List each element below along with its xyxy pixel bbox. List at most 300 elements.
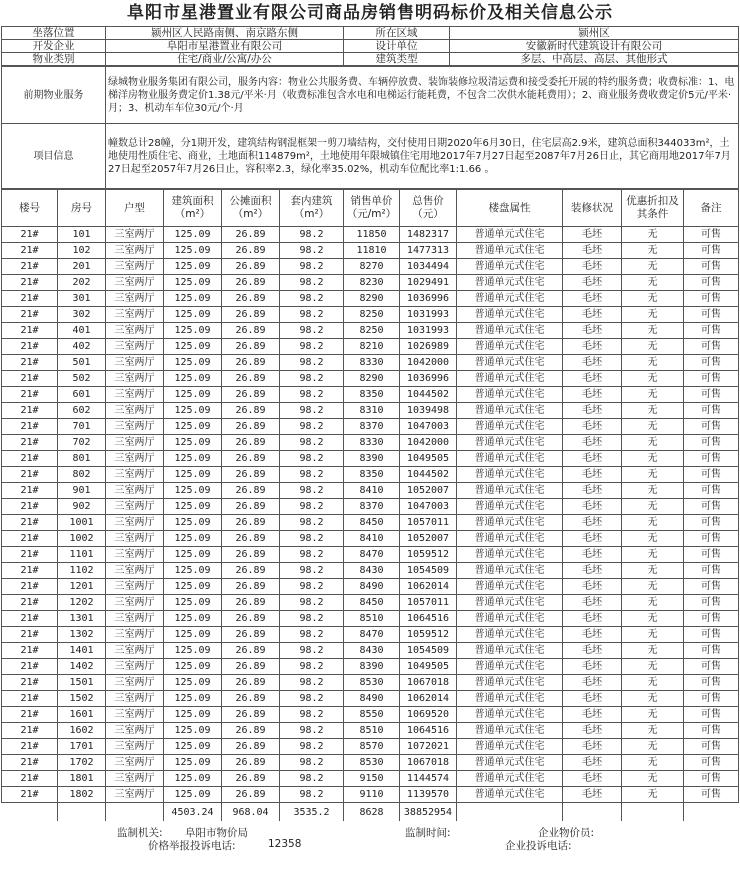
page-title: 阜阳市星港置业有限公司商品房销售明码标价及相关信息公示 bbox=[127, 3, 613, 23]
cell-decoration: 毛坯 bbox=[563, 227, 622, 243]
cell-discount: 无 bbox=[622, 243, 684, 259]
cell-unit-price: 8430 bbox=[344, 643, 400, 659]
cell-layout: 三室两厅 bbox=[106, 707, 164, 723]
cell-shared: 26.89 bbox=[222, 595, 280, 611]
cell-attr: 普通单元式住宅 bbox=[457, 387, 563, 403]
cell-remark: 可售 bbox=[684, 451, 739, 467]
cell-total-price: 1029491 bbox=[400, 275, 457, 291]
company-stamp-label: 企业物价员: bbox=[538, 827, 595, 839]
district-label: 所在区域 bbox=[344, 27, 450, 40]
district-value: 颍州区 bbox=[450, 27, 739, 40]
cell-building: 21# bbox=[2, 611, 58, 627]
cell-layout: 三室两厅 bbox=[106, 531, 164, 547]
cell-shared: 26.89 bbox=[222, 611, 280, 627]
cell-layout: 三室两厅 bbox=[106, 643, 164, 659]
cell-layout: 三室两厅 bbox=[106, 691, 164, 707]
cell-inner: 98.2 bbox=[280, 339, 344, 355]
cell-building: 21# bbox=[2, 291, 58, 307]
cell-total-price: 1059512 bbox=[400, 547, 457, 563]
info-row-developer bbox=[2, 40, 739, 53]
cell-discount: 无 bbox=[622, 499, 684, 515]
table-row bbox=[2, 723, 739, 739]
cell-area: 125.09 bbox=[164, 691, 222, 707]
cell-building: 21# bbox=[2, 451, 58, 467]
cell-decoration: 毛坯 bbox=[563, 771, 622, 787]
cell-total-price: 1064516 bbox=[400, 611, 457, 627]
cell-room: 1402 bbox=[58, 659, 106, 675]
cell-inner: 98.2 bbox=[280, 675, 344, 691]
cell-decoration: 毛坯 bbox=[563, 643, 622, 659]
cell-remark: 可售 bbox=[684, 387, 739, 403]
cell-total-price: 1062014 bbox=[400, 579, 457, 595]
cell-shared: 26.89 bbox=[222, 387, 280, 403]
cell-inner: 98.2 bbox=[280, 611, 344, 627]
cell-layout: 三室两厅 bbox=[106, 787, 164, 803]
cell-attr: 普通单元式住宅 bbox=[457, 611, 563, 627]
table-row bbox=[2, 531, 739, 547]
cell-area: 125.09 bbox=[164, 451, 222, 467]
cell-total-price: 1139570 bbox=[400, 787, 457, 803]
cell-discount: 无 bbox=[622, 627, 684, 643]
cell-room: 701 bbox=[58, 419, 106, 435]
cell-area: 125.09 bbox=[164, 723, 222, 739]
table-row bbox=[2, 643, 739, 659]
cell-area: 125.09 bbox=[164, 579, 222, 595]
table-row bbox=[2, 675, 739, 691]
cell-unit-price: 8330 bbox=[344, 435, 400, 451]
cell-inner: 98.2 bbox=[280, 547, 344, 563]
cell-building: 21# bbox=[2, 579, 58, 595]
cell-total-price: 1144574 bbox=[400, 771, 457, 787]
cell-room: 1302 bbox=[58, 627, 106, 643]
cell-decoration: 毛坯 bbox=[563, 275, 622, 291]
cell-remark: 可售 bbox=[684, 659, 739, 675]
table-row bbox=[2, 691, 739, 707]
cell-decoration: 毛坯 bbox=[563, 419, 622, 435]
cell-layout: 三室两厅 bbox=[106, 611, 164, 627]
table-row bbox=[2, 259, 739, 275]
cell-remark: 可售 bbox=[684, 787, 739, 803]
cell-remark: 可售 bbox=[684, 339, 739, 355]
cell-decoration: 毛坯 bbox=[563, 467, 622, 483]
cell-shared: 26.89 bbox=[222, 771, 280, 787]
header-decoration: 装修状况 bbox=[563, 190, 622, 227]
cell-total-price: 1477313 bbox=[400, 243, 457, 259]
cell-unit-price: 8270 bbox=[344, 259, 400, 275]
cell-room: 1102 bbox=[58, 563, 106, 579]
cell-area: 125.09 bbox=[164, 659, 222, 675]
cell-total-price: 1057011 bbox=[400, 515, 457, 531]
table-row bbox=[2, 739, 739, 755]
cell-room: 1601 bbox=[58, 707, 106, 723]
cell-layout: 三室两厅 bbox=[106, 579, 164, 595]
cell-attr: 普通单元式住宅 bbox=[457, 595, 563, 611]
cell-remark: 可售 bbox=[684, 435, 739, 451]
cell-area: 125.09 bbox=[164, 243, 222, 259]
cell-discount: 无 bbox=[622, 419, 684, 435]
cell-remark: 可售 bbox=[684, 323, 739, 339]
cell-inner: 98.2 bbox=[280, 531, 344, 547]
cell-shared: 26.89 bbox=[222, 467, 280, 483]
cell-decoration: 毛坯 bbox=[563, 707, 622, 723]
table-row bbox=[2, 579, 739, 595]
cell-layout: 三室两厅 bbox=[106, 723, 164, 739]
cell-discount: 无 bbox=[622, 451, 684, 467]
cell-decoration: 毛坯 bbox=[563, 387, 622, 403]
cell-decoration: 毛坯 bbox=[563, 739, 622, 755]
table-row bbox=[2, 611, 739, 627]
cell-unit-price: 8410 bbox=[344, 483, 400, 499]
cell-building: 21# bbox=[2, 787, 58, 803]
cell-shared: 26.89 bbox=[222, 787, 280, 803]
cell-area: 125.09 bbox=[164, 499, 222, 515]
cell-room: 1001 bbox=[58, 515, 106, 531]
header-discount: 优惠折扣及其条件 bbox=[622, 190, 684, 227]
cell-layout: 三室两厅 bbox=[106, 275, 164, 291]
cell-inner: 98.2 bbox=[280, 275, 344, 291]
table-row bbox=[2, 307, 739, 323]
cell-area: 125.09 bbox=[164, 227, 222, 243]
cell-layout: 三室两厅 bbox=[106, 323, 164, 339]
cell-unit-price: 8370 bbox=[344, 499, 400, 515]
cell-inner: 98.2 bbox=[280, 483, 344, 499]
table-row bbox=[2, 707, 739, 723]
cell-area: 125.09 bbox=[164, 355, 222, 371]
cell-unit-price: 8250 bbox=[344, 307, 400, 323]
cell-unit-price: 8510 bbox=[344, 611, 400, 627]
cell-shared: 26.89 bbox=[222, 691, 280, 707]
cell-room: 102 bbox=[58, 243, 106, 259]
header-unit-price: 销售单价（元/m²） bbox=[344, 190, 400, 227]
total-shared: 968.04 bbox=[222, 803, 280, 822]
cell-unit-price: 8490 bbox=[344, 691, 400, 707]
cell-room: 702 bbox=[58, 435, 106, 451]
cell-room: 801 bbox=[58, 451, 106, 467]
cell-unit-price: 9110 bbox=[344, 787, 400, 803]
cell-discount: 无 bbox=[622, 643, 684, 659]
cell-discount: 无 bbox=[622, 355, 684, 371]
cell-unit-price: 8470 bbox=[344, 627, 400, 643]
cell-room: 502 bbox=[58, 371, 106, 387]
cell-discount: 无 bbox=[622, 739, 684, 755]
cell-layout: 三室两厅 bbox=[106, 547, 164, 563]
totals-row bbox=[2, 803, 739, 822]
cell-building: 21# bbox=[2, 307, 58, 323]
cell-inner: 98.2 bbox=[280, 595, 344, 611]
header-layout: 户型 bbox=[106, 190, 164, 227]
company-complaint-label: 企业投诉电话: bbox=[505, 840, 572, 852]
table-row bbox=[2, 515, 739, 531]
supervisor-label: 监制机关: bbox=[117, 827, 163, 839]
property-type-value: 住宅/商业/公寓/办公 bbox=[106, 53, 344, 66]
cell-building: 21# bbox=[2, 659, 58, 675]
cell-total-price: 1044502 bbox=[400, 467, 457, 483]
cell-unit-price: 8570 bbox=[344, 739, 400, 755]
cell-decoration: 毛坯 bbox=[563, 723, 622, 739]
cell-remark: 可售 bbox=[684, 707, 739, 723]
cell-inner: 98.2 bbox=[280, 723, 344, 739]
cell-remark: 可售 bbox=[684, 755, 739, 771]
cell-attr: 普通单元式住宅 bbox=[457, 499, 563, 515]
table-row bbox=[2, 435, 739, 451]
cell-decoration: 毛坯 bbox=[563, 291, 622, 307]
cell-attr: 普通单元式住宅 bbox=[457, 547, 563, 563]
cell-discount: 无 bbox=[622, 707, 684, 723]
cell-inner: 98.2 bbox=[280, 355, 344, 371]
cell-discount: 无 bbox=[622, 611, 684, 627]
cell-discount: 无 bbox=[622, 659, 684, 675]
cell-total-price: 1069520 bbox=[400, 707, 457, 723]
cell-attr: 普通单元式住宅 bbox=[457, 467, 563, 483]
cell-remark: 可售 bbox=[684, 739, 739, 755]
cell-discount: 无 bbox=[622, 595, 684, 611]
cell-discount: 无 bbox=[622, 755, 684, 771]
cell-building: 21# bbox=[2, 739, 58, 755]
cell-discount: 无 bbox=[622, 547, 684, 563]
cell-total-price: 1049505 bbox=[400, 659, 457, 675]
cell-layout: 三室两厅 bbox=[106, 483, 164, 499]
cell-layout: 三室两厅 bbox=[106, 659, 164, 675]
cell-remark: 可售 bbox=[684, 627, 739, 643]
cell-area: 125.09 bbox=[164, 467, 222, 483]
cell-layout: 三室两厅 bbox=[106, 307, 164, 323]
table-row bbox=[2, 771, 739, 787]
cell-layout: 三室两厅 bbox=[106, 387, 164, 403]
table-row bbox=[2, 339, 739, 355]
cell-area: 125.09 bbox=[164, 675, 222, 691]
cell-discount: 无 bbox=[622, 531, 684, 547]
total-area: 4503.24 bbox=[164, 803, 222, 822]
cell-unit-price: 8250 bbox=[344, 323, 400, 339]
cell-decoration: 毛坯 bbox=[563, 531, 622, 547]
cell-discount: 无 bbox=[622, 387, 684, 403]
property-service-label: 前期物业服务 bbox=[2, 67, 106, 124]
cell-total-price: 1034494 bbox=[400, 259, 457, 275]
table-row bbox=[2, 787, 739, 803]
cell-area: 125.09 bbox=[164, 771, 222, 787]
cell-total-price: 1072021 bbox=[400, 739, 457, 755]
cell-shared: 26.89 bbox=[222, 275, 280, 291]
cell-decoration: 毛坯 bbox=[563, 627, 622, 643]
cell-room: 1802 bbox=[58, 787, 106, 803]
cell-inner: 98.2 bbox=[280, 307, 344, 323]
cell-remark: 可售 bbox=[684, 499, 739, 515]
cell-discount: 无 bbox=[622, 787, 684, 803]
cell-building: 21# bbox=[2, 707, 58, 723]
building-type-label: 建筑类型 bbox=[344, 53, 450, 66]
header-building: 楼号 bbox=[2, 190, 58, 227]
cell-layout: 三室两厅 bbox=[106, 243, 164, 259]
cell-attr: 普通单元式住宅 bbox=[457, 275, 563, 291]
cell-attr: 普通单元式住宅 bbox=[457, 451, 563, 467]
cell-unit-price: 8510 bbox=[344, 723, 400, 739]
cell-decoration: 毛坯 bbox=[563, 611, 622, 627]
cell-decoration: 毛坯 bbox=[563, 787, 622, 803]
cell-building: 21# bbox=[2, 547, 58, 563]
cell-attr: 普通单元式住宅 bbox=[457, 787, 563, 803]
cell-unit-price: 8550 bbox=[344, 707, 400, 723]
info-table bbox=[1, 26, 739, 66]
cell-room: 202 bbox=[58, 275, 106, 291]
cell-layout: 三室两厅 bbox=[106, 771, 164, 787]
cell-attr: 普通单元式住宅 bbox=[457, 739, 563, 755]
cell-discount: 无 bbox=[622, 515, 684, 531]
table-row bbox=[2, 387, 739, 403]
cell-attr: 普通单元式住宅 bbox=[457, 659, 563, 675]
cell-discount: 无 bbox=[622, 307, 684, 323]
cell-unit-price: 8470 bbox=[344, 547, 400, 563]
cell-area: 125.09 bbox=[164, 563, 222, 579]
cell-unit-price: 8210 bbox=[344, 339, 400, 355]
cell-shared: 26.89 bbox=[222, 259, 280, 275]
table-row bbox=[2, 291, 739, 307]
cell-shared: 26.89 bbox=[222, 243, 280, 259]
cell-total-price: 1054509 bbox=[400, 563, 457, 579]
cell-total-price: 1067018 bbox=[400, 755, 457, 771]
cell-decoration: 毛坯 bbox=[563, 755, 622, 771]
cell-building: 21# bbox=[2, 483, 58, 499]
cell-room: 901 bbox=[58, 483, 106, 499]
info-row-type bbox=[2, 53, 739, 66]
table-row bbox=[2, 371, 739, 387]
cell-total-price: 1062014 bbox=[400, 691, 457, 707]
location-label: 坐落位置 bbox=[2, 27, 106, 40]
cell-inner: 98.2 bbox=[280, 627, 344, 643]
cell-unit-price: 8390 bbox=[344, 451, 400, 467]
table-row bbox=[2, 323, 739, 339]
table-row bbox=[2, 483, 739, 499]
cell-building: 21# bbox=[2, 355, 58, 371]
cell-layout: 三室两厅 bbox=[106, 371, 164, 387]
cell-building: 21# bbox=[2, 755, 58, 771]
cell-inner: 98.2 bbox=[280, 659, 344, 675]
cell-shared: 26.89 bbox=[222, 451, 280, 467]
cell-building: 21# bbox=[2, 259, 58, 275]
building-type-value: 多层、中高层、高层、其他形式 bbox=[450, 53, 739, 66]
cell-area: 125.09 bbox=[164, 323, 222, 339]
cell-room: 402 bbox=[58, 339, 106, 355]
cell-discount: 无 bbox=[622, 691, 684, 707]
cell-attr: 普通单元式住宅 bbox=[457, 419, 563, 435]
cell-discount: 无 bbox=[622, 467, 684, 483]
cell-remark: 可售 bbox=[684, 531, 739, 547]
table-row bbox=[2, 467, 739, 483]
cell-decoration: 毛坯 bbox=[563, 595, 622, 611]
cell-inner: 98.2 bbox=[280, 323, 344, 339]
cell-room: 1002 bbox=[58, 531, 106, 547]
cell-shared: 26.89 bbox=[222, 355, 280, 371]
cell-decoration: 毛坯 bbox=[563, 339, 622, 355]
cell-layout: 三室两厅 bbox=[106, 435, 164, 451]
cell-shared: 26.89 bbox=[222, 227, 280, 243]
project-info-label: 项目信息 bbox=[2, 124, 106, 189]
cell-room: 802 bbox=[58, 467, 106, 483]
cell-room: 1502 bbox=[58, 691, 106, 707]
cell-total-price: 1042000 bbox=[400, 355, 457, 371]
designer-value: 安徽新时代建筑设计有限公司 bbox=[450, 40, 739, 53]
cell-inner: 98.2 bbox=[280, 499, 344, 515]
supervisor-value: 阜阳市物价局 bbox=[185, 827, 248, 839]
totals-blank bbox=[457, 803, 563, 822]
cell-total-price: 1031993 bbox=[400, 307, 457, 323]
cell-area: 125.09 bbox=[164, 483, 222, 499]
cell-attr: 普通单元式住宅 bbox=[457, 531, 563, 547]
cell-room: 1701 bbox=[58, 739, 106, 755]
cell-building: 21# bbox=[2, 499, 58, 515]
cell-layout: 三室两厅 bbox=[106, 291, 164, 307]
cell-layout: 三室两厅 bbox=[106, 451, 164, 467]
cell-attr: 普通单元式住宅 bbox=[457, 371, 563, 387]
cell-discount: 无 bbox=[622, 227, 684, 243]
totals-blank bbox=[563, 803, 622, 822]
cell-decoration: 毛坯 bbox=[563, 403, 622, 419]
cell-shared: 26.89 bbox=[222, 563, 280, 579]
cell-attr: 普通单元式住宅 bbox=[457, 403, 563, 419]
supervise-time-label: 监制时间: bbox=[405, 827, 451, 839]
cell-total-price: 1064516 bbox=[400, 723, 457, 739]
cell-room: 302 bbox=[58, 307, 106, 323]
cell-building: 21# bbox=[2, 627, 58, 643]
cell-attr: 普通单元式住宅 bbox=[457, 323, 563, 339]
cell-attr: 普通单元式住宅 bbox=[457, 643, 563, 659]
cell-shared: 26.89 bbox=[222, 419, 280, 435]
cell-decoration: 毛坯 bbox=[563, 323, 622, 339]
property-service-text: 绿城物业服务集团有限公司，服务内容：物业公共服务费、车辆停放费、装饰装修垃圾清运费和接受委托开展的特约服务费；收费标准：1、电梯洋房物业服务费定价1.38元/平米·月（收费标准包含水电和电梯运行能耗费，不包含二次供水能耗费用）；2、商业服务费收费定价5元/平米·月；3、机动车车位30元/个·月 bbox=[106, 67, 739, 124]
cell-room: 1602 bbox=[58, 723, 106, 739]
cell-total-price: 1039498 bbox=[400, 403, 457, 419]
cell-discount: 无 bbox=[622, 563, 684, 579]
cell-attr: 普通单元式住宅 bbox=[457, 355, 563, 371]
property-type-label: 物业类别 bbox=[2, 53, 106, 66]
totals-blank bbox=[58, 803, 106, 822]
table-row bbox=[2, 595, 739, 611]
table-row bbox=[2, 243, 739, 259]
cell-attr: 普通单元式住宅 bbox=[457, 259, 563, 275]
cell-remark: 可售 bbox=[684, 355, 739, 371]
cell-remark: 可售 bbox=[684, 243, 739, 259]
cell-room: 602 bbox=[58, 403, 106, 419]
cell-building: 21# bbox=[2, 771, 58, 787]
cell-room: 1301 bbox=[58, 611, 106, 627]
cell-remark: 可售 bbox=[684, 611, 739, 627]
cell-area: 125.09 bbox=[164, 739, 222, 755]
header-area: 建筑面积（m²） bbox=[164, 190, 222, 227]
cell-inner: 98.2 bbox=[280, 259, 344, 275]
cell-decoration: 毛坯 bbox=[563, 499, 622, 515]
table-row bbox=[2, 563, 739, 579]
cell-remark: 可售 bbox=[684, 227, 739, 243]
cell-attr: 普通单元式住宅 bbox=[457, 627, 563, 643]
cell-area: 125.09 bbox=[164, 387, 222, 403]
cell-discount: 无 bbox=[622, 403, 684, 419]
table-row bbox=[2, 659, 739, 675]
cell-attr: 普通单元式住宅 bbox=[457, 515, 563, 531]
cell-decoration: 毛坯 bbox=[563, 691, 622, 707]
cell-area: 125.09 bbox=[164, 627, 222, 643]
table-body bbox=[2, 227, 739, 803]
cell-remark: 可售 bbox=[684, 483, 739, 499]
cell-layout: 三室两厅 bbox=[106, 739, 164, 755]
cell-remark: 可售 bbox=[684, 291, 739, 307]
cell-decoration: 毛坯 bbox=[563, 515, 622, 531]
cell-shared: 26.89 bbox=[222, 435, 280, 451]
cell-unit-price: 8450 bbox=[344, 515, 400, 531]
cell-area: 125.09 bbox=[164, 403, 222, 419]
cell-building: 21# bbox=[2, 531, 58, 547]
cell-building: 21# bbox=[2, 643, 58, 659]
cell-area: 125.09 bbox=[164, 755, 222, 771]
totals-blank bbox=[106, 803, 164, 822]
